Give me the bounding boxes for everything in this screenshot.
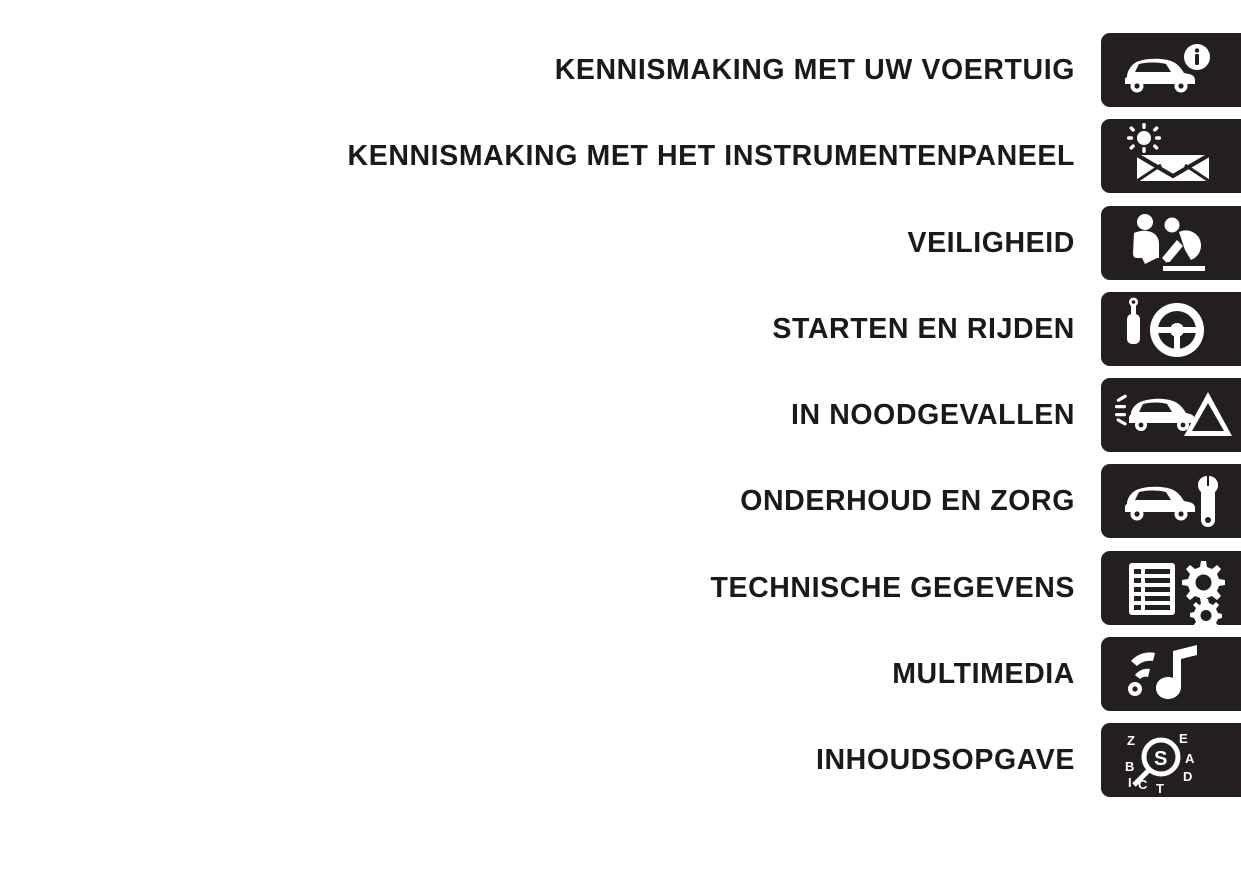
section-tab[interactable] [1101,378,1241,452]
section-label: INHOUDSOPGAVE [815,744,1075,777]
section-tab[interactable] [1101,33,1241,107]
section-row-onderhoud-en-zorg[interactable] [0,464,1241,550]
section-row-veiligheid[interactable] [0,206,1241,292]
svg-text:T: T [1156,781,1164,797]
section-label: IN NOODGEVALLEN [791,399,1075,432]
section-label: VEILIGHEID [907,226,1075,259]
svg-text:S: S [1154,748,1168,771]
section-tab[interactable] [1101,464,1241,538]
section-label: ONDERHOUD EN ZORG [740,485,1075,518]
svg-text:D: D [1183,769,1193,785]
svg-text:Z: Z [1127,733,1135,749]
section-tab-list [0,33,1241,810]
section-row-in-noodgevallen[interactable] [0,378,1241,464]
section-tab[interactable] [1101,551,1241,625]
svg-text:A: A [1185,751,1195,767]
svg-text:B: B [1125,759,1135,775]
section-label: STARTEN EN RIJDEN [772,312,1075,345]
section-tab[interactable] [1101,206,1241,280]
car-info-icon [1101,33,1241,107]
breakdown-warning-triangle-icon [1101,378,1241,452]
section-tab[interactable] [1101,292,1241,366]
index-magnifier-letters-icon [1101,723,1241,797]
section-row-multimedia[interactable] [0,637,1241,723]
specifications-gears-icon [1101,551,1241,625]
svg-text:I: I [1128,775,1132,791]
section-label: KENNISMAKING MET UW VOERTUIG [554,54,1075,86]
svg-text:C: C [1138,777,1148,793]
section-row-kennismaking-met-uw-voertuig[interactable] [0,33,1241,119]
section-tab[interactable] [1101,119,1241,193]
section-label: TECHNISCHE GEGEVENS [710,571,1075,604]
section-label: KENNISMAKING MET HET INSTRUMENTENPANEEL [347,140,1075,173]
music-note-icon [1101,637,1241,711]
section-row-inhoudsopgave[interactable] [0,723,1241,809]
section-label: MULTIMEDIA [892,658,1075,691]
warning-lights-messages-icon [1101,119,1241,193]
section-row-technische-gegevens[interactable] [0,551,1241,637]
steering-wheel-key-icon [1101,292,1241,366]
section-tab[interactable] [1101,637,1241,711]
section-tab[interactable] [1101,723,1241,797]
seatbelt-airbag-icon [1101,206,1241,280]
section-row-kennismaking-met-het-instrumentenpaneel[interactable] [0,119,1241,205]
car-wrench-icon [1101,464,1241,538]
svg-text:E: E [1179,731,1188,747]
section-row-starten-en-rijden[interactable] [0,292,1241,378]
